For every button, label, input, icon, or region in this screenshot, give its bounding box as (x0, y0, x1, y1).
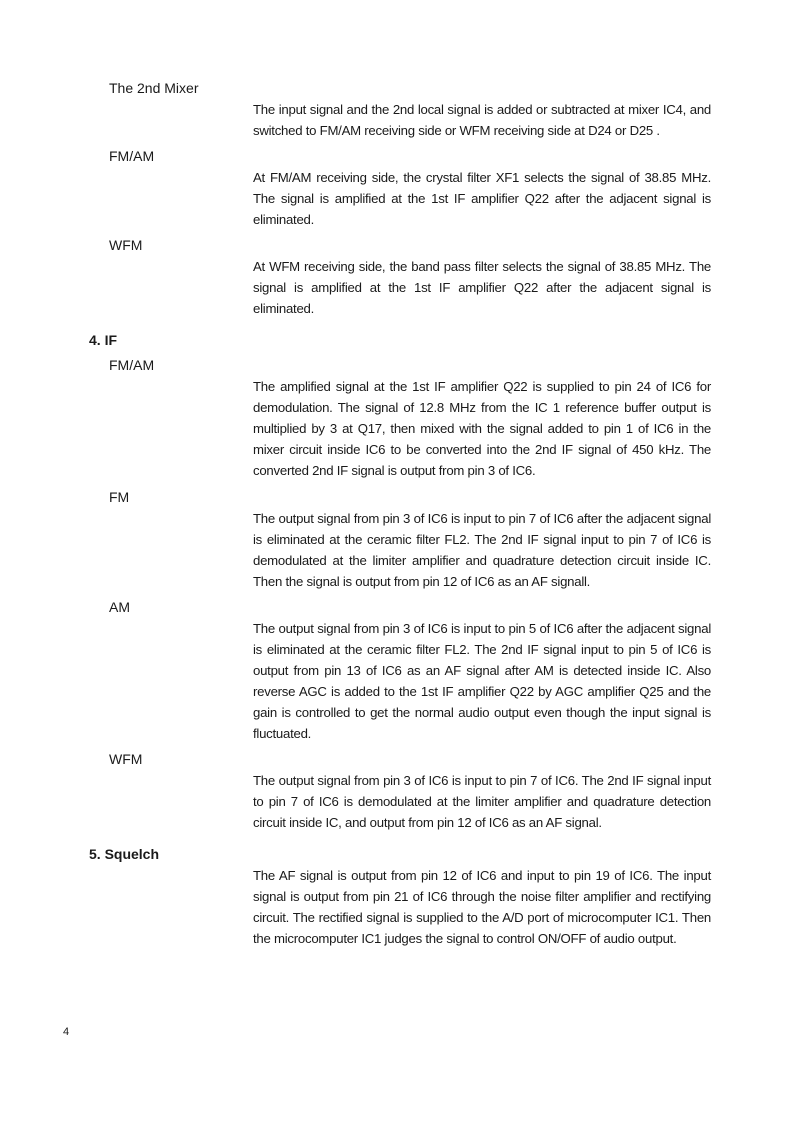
mixer2-paragraph: The input signal and the 2nd local signal is added or subtracted at mixer IC4, and switched to FM/AM receiving side or WFM receiving side at D24 or D25 . (253, 102, 711, 138)
squelch-section-heading: 5. Squelch (89, 846, 160, 862)
if-am-paragraph: The output signal from pin 3 of IC6 is input to pin 5 of IC6 after the adjacent signal is eliminated at the ceramic filter FL2. The 2nd IF signal input to pin 5 of IC6 is output from pin 13 of IC6 as an AF signal after AM is detected inside IC. Also reverse AGC is added to the 1st IF amplifier Q22 by AGC amplifier Q25 and the gain is controlled to get the normal audio output even though the input signal is fluctuated. (253, 621, 711, 741)
page-number: 4 (63, 1026, 70, 1038)
if-fm-paragraph: The output signal from pin 3 of IC6 is input to pin 7 of IC6 after the adjacent signal is eliminated at the ceramic filter FL2. The 2nd IF signal input to pin 7 of IC6 is demodulated at the limiter amplifier and quadrature detection circuit inside IC. Then the signal is output from pin 12 of IC6 as an AF signall. (253, 511, 711, 589)
if-fmam-paragraph: The amplified signal at the 1st IF amplifier Q22 is supplied to pin 24 of IC6 for demodulation. The signal of 12.8 MHz from the IC 1 reference buffer output is multiplied by 3 at Q17, then mixed with the signal added to pin 1 of IC6 in the mixer circuit inside IC6 to be converted into the 2nd IF signal of 450 kHz. The converted 2nd IF signal is output from pin 3 of IC6. (253, 379, 711, 478)
squelch-paragraph: The AF signal is output from pin 12 of IC6 and input to pin 19 of IC6. The input signal is output from pin 21 of IC6 through the noise filter amplifier and rectifying circuit. The rectified signal is supplied to the A/D port of microcomputer IC1. Then the microcomputer IC1 judges the signal to control ON/OFF of audio output. (253, 868, 711, 946)
mixer2-wfm-paragraph: At WFM receiving side, the band pass filter selects the signal of 38.85 MHz. The signal is amplified at the 1st IF amplifier Q22 after the adjacent signal is eliminated. (253, 259, 711, 316)
mixer2-fmam-heading: FM/AM (109, 148, 155, 164)
if-section-heading: 4. IF (89, 332, 118, 348)
if-wfm-heading: WFM (109, 751, 143, 767)
mixer2-heading: The 2nd Mixer (109, 80, 199, 96)
if-wfm-paragraph: The output signal from pin 3 of IC6 is input to pin 7 of IC6. The 2nd IF signal input to pin 7 of IC6 is demodulated at the limiter amplifier and quadrature detection circuit inside IC, and output from pin 12 of IC6 as an AF signal. (253, 773, 711, 830)
if-fmam-heading: FM/AM (109, 357, 155, 373)
mixer2-fmam-paragraph: At FM/AM receiving side, the crystal filter XF1 selects the signal of 38.85 MHz. The signal is amplified at the 1st IF amplifier Q22 after the adjacent signal is eliminated. (253, 170, 711, 227)
if-am-heading: AM (109, 599, 130, 615)
mixer2-wfm-heading: WFM (109, 237, 143, 253)
if-fm-heading: FM (109, 489, 130, 505)
